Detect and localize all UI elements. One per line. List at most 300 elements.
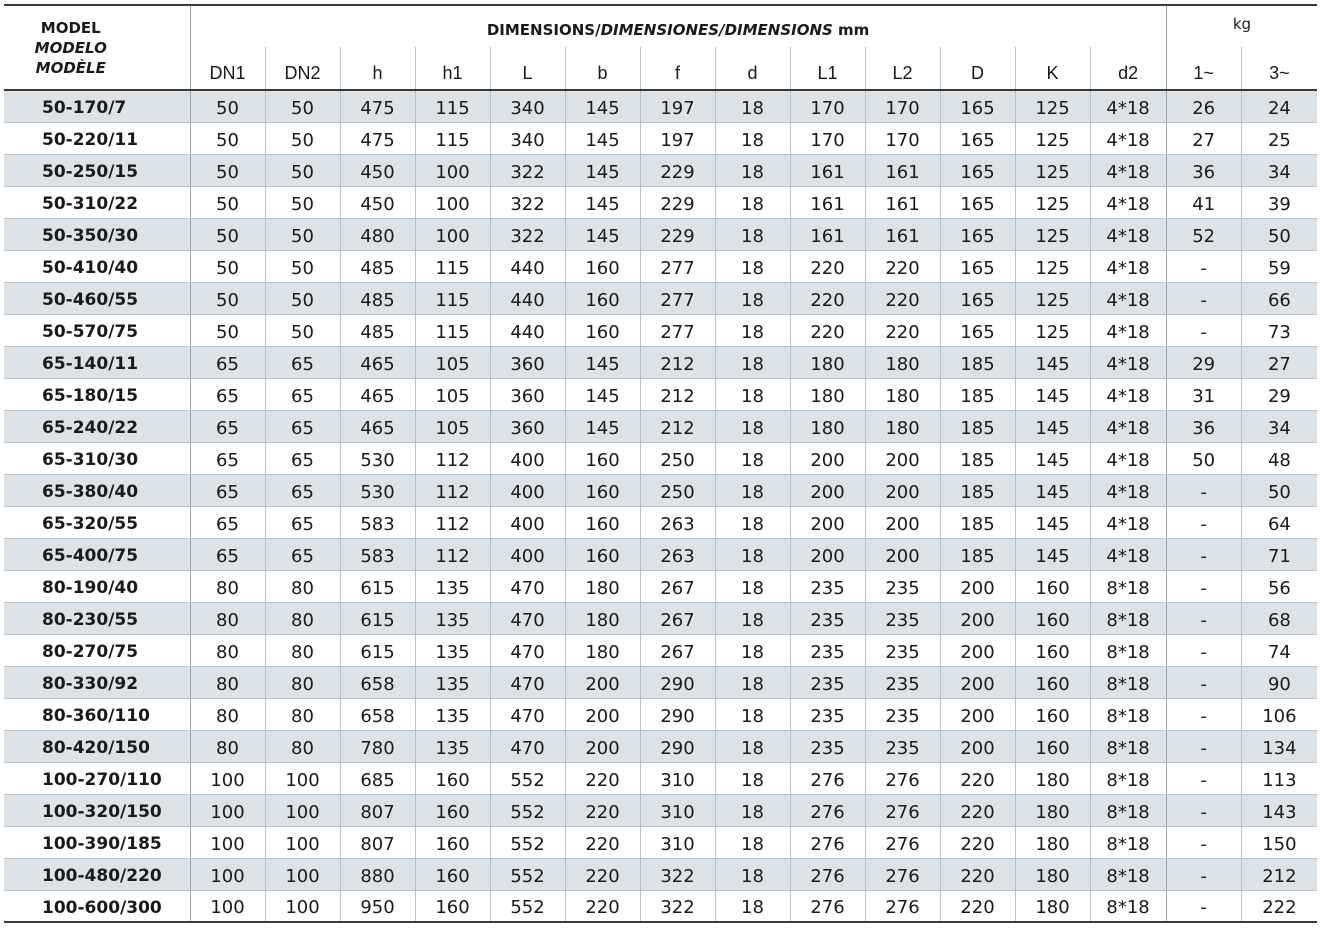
model-cell: 65-240/22 xyxy=(4,410,190,442)
table-cell: 18 xyxy=(715,762,790,794)
table-cell: 200 xyxy=(790,474,865,506)
table-cell: 65 xyxy=(265,346,340,378)
table-cell: 100 xyxy=(190,826,265,858)
model-header-fr: MODÈLE xyxy=(35,58,106,77)
table-cell: 200 xyxy=(565,730,640,762)
model-cell: 50-250/15 xyxy=(4,154,190,186)
model-cell: 80-360/110 xyxy=(4,698,190,730)
table-cell: 267 xyxy=(640,602,715,634)
table-cell: 80 xyxy=(265,634,340,666)
model-cell: 80-330/92 xyxy=(4,666,190,698)
table-cell: 18 xyxy=(715,666,790,698)
column-header: h xyxy=(340,47,415,90)
table-cell: 135 xyxy=(415,666,490,698)
table-cell: 18 xyxy=(715,90,790,122)
table-cell: 276 xyxy=(790,794,865,826)
table-cell: 322 xyxy=(640,858,715,890)
table-cell: 170 xyxy=(790,90,865,122)
table-cell: 145 xyxy=(1015,474,1090,506)
table-cell: 4*18 xyxy=(1090,474,1166,506)
table-cell: 200 xyxy=(940,634,1015,666)
table-cell: 135 xyxy=(415,570,490,602)
table-cell: 8*18 xyxy=(1090,794,1166,826)
table-cell: 50 xyxy=(190,250,265,282)
table-cell: - xyxy=(1166,730,1241,762)
model-cell: 50-460/55 xyxy=(4,282,190,314)
table-cell: 145 xyxy=(565,154,640,186)
table-cell: 100 xyxy=(190,890,265,922)
table-cell: 165 xyxy=(940,122,1015,154)
table-cell: 276 xyxy=(790,826,865,858)
table-cell: 220 xyxy=(865,314,940,346)
table-cell: 180 xyxy=(1015,890,1090,922)
table-cell: 450 xyxy=(340,186,415,218)
table-cell: 112 xyxy=(415,506,490,538)
dimensions-header-en: DIMENSIONS/ xyxy=(486,20,601,39)
table-cell: 65 xyxy=(190,346,265,378)
table-cell: 180 xyxy=(565,602,640,634)
table-cell: 125 xyxy=(1015,250,1090,282)
table-cell: 400 xyxy=(490,538,565,570)
table-cell: 50 xyxy=(265,282,340,314)
table-cell: 125 xyxy=(1015,186,1090,218)
column-header: f xyxy=(640,47,715,90)
table-cell: 100 xyxy=(415,218,490,250)
table-cell: 36 xyxy=(1166,410,1241,442)
table-cell: 180 xyxy=(565,634,640,666)
table-cell: 552 xyxy=(490,794,565,826)
table-cell: 235 xyxy=(790,602,865,634)
table-cell: 475 xyxy=(340,122,415,154)
model-cell: 100-270/110 xyxy=(4,762,190,794)
table-cell: 229 xyxy=(640,218,715,250)
table-cell: 34 xyxy=(1241,410,1317,442)
dimensions-header-fr: DIMENSIONS xyxy=(724,20,833,39)
table-cell: 112 xyxy=(415,538,490,570)
table-cell: 50 xyxy=(265,314,340,346)
table-cell: 50 xyxy=(1241,474,1317,506)
table-cell: 80 xyxy=(190,570,265,602)
table-cell: 125 xyxy=(1015,90,1090,122)
table-cell: 112 xyxy=(415,474,490,506)
table-cell: 50 xyxy=(265,218,340,250)
table-cell: 807 xyxy=(340,794,415,826)
table-cell: 100 xyxy=(415,186,490,218)
table-cell: 100 xyxy=(415,154,490,186)
table-cell: - xyxy=(1166,602,1241,634)
table-cell: 185 xyxy=(940,442,1015,474)
table-cell: 200 xyxy=(790,538,865,570)
table-cell: 105 xyxy=(415,378,490,410)
table-cell: 200 xyxy=(940,570,1015,602)
table-row xyxy=(4,154,1317,186)
table-cell: 50 xyxy=(190,282,265,314)
table-cell: 180 xyxy=(1015,858,1090,890)
column-header: d xyxy=(715,47,790,90)
table-cell: 160 xyxy=(565,442,640,474)
table-cell: 277 xyxy=(640,250,715,282)
table-cell: 220 xyxy=(940,762,1015,794)
table-cell: 615 xyxy=(340,570,415,602)
table-cell: 100 xyxy=(190,858,265,890)
table-cell: 65 xyxy=(265,506,340,538)
table-cell: 18 xyxy=(715,890,790,922)
table-cell: 8*18 xyxy=(1090,826,1166,858)
model-cell: 80-230/55 xyxy=(4,602,190,634)
table-cell: 80 xyxy=(265,602,340,634)
table-cell: 65 xyxy=(265,538,340,570)
table-cell: 180 xyxy=(790,346,865,378)
table-cell: 145 xyxy=(565,122,640,154)
table-cell: 4*18 xyxy=(1090,154,1166,186)
model-cell: 100-320/150 xyxy=(4,794,190,826)
table-cell: 235 xyxy=(790,666,865,698)
table-cell: 8*18 xyxy=(1090,858,1166,890)
table-cell: 8*18 xyxy=(1090,666,1166,698)
table-cell: 880 xyxy=(340,858,415,890)
table-cell: 18 xyxy=(715,218,790,250)
table-cell: 160 xyxy=(565,538,640,570)
table-cell: 276 xyxy=(865,890,940,922)
table-cell: 50 xyxy=(1166,442,1241,474)
table-cell: 65 xyxy=(265,442,340,474)
table-cell: 222 xyxy=(1241,890,1317,922)
table-row xyxy=(4,602,1317,634)
table-row xyxy=(4,410,1317,442)
table-cell: 440 xyxy=(490,282,565,314)
table-cell: 161 xyxy=(790,186,865,218)
table-cell: - xyxy=(1166,858,1241,890)
table-cell: 250 xyxy=(640,474,715,506)
table-cell: 552 xyxy=(490,826,565,858)
table-cell: 125 xyxy=(1015,314,1090,346)
dimensions-table xyxy=(4,4,1317,923)
column-header: L2 xyxy=(865,47,940,90)
table-row xyxy=(4,186,1317,218)
table-row xyxy=(4,90,1317,122)
table-cell: 310 xyxy=(640,762,715,794)
table-cell: 220 xyxy=(865,250,940,282)
table-cell: 160 xyxy=(1015,570,1090,602)
table-cell: 65 xyxy=(190,538,265,570)
table-cell: 552 xyxy=(490,762,565,794)
table-cell: 340 xyxy=(490,90,565,122)
model-cell: 65-400/75 xyxy=(4,538,190,570)
table-cell: 235 xyxy=(865,602,940,634)
table-cell: 220 xyxy=(940,794,1015,826)
table-cell: 160 xyxy=(1015,602,1090,634)
table-cell: 8*18 xyxy=(1090,698,1166,730)
table-cell: 145 xyxy=(565,378,640,410)
table-cell: 276 xyxy=(790,890,865,922)
table-cell: 145 xyxy=(1015,442,1090,474)
table-cell: - xyxy=(1166,634,1241,666)
table-cell: 165 xyxy=(940,90,1015,122)
table-cell: 39 xyxy=(1241,186,1317,218)
table-cell: 485 xyxy=(340,250,415,282)
model-cell: 100-390/185 xyxy=(4,826,190,858)
table-cell: 180 xyxy=(565,570,640,602)
table-cell: 780 xyxy=(340,730,415,762)
table-cell: 36 xyxy=(1166,154,1241,186)
table-cell: 197 xyxy=(640,122,715,154)
table-cell: 25 xyxy=(1241,122,1317,154)
table-cell: 24 xyxy=(1241,90,1317,122)
model-cell: 65-310/30 xyxy=(4,442,190,474)
table-cell: 161 xyxy=(865,186,940,218)
table-cell: 360 xyxy=(490,410,565,442)
table-cell: 115 xyxy=(415,282,490,314)
table-cell: 8*18 xyxy=(1090,890,1166,922)
table-cell: 26 xyxy=(1166,90,1241,122)
table-cell: 160 xyxy=(565,474,640,506)
table-cell: 65 xyxy=(190,378,265,410)
table-cell: 220 xyxy=(565,890,640,922)
table-cell: 31 xyxy=(1166,378,1241,410)
table-cell: 18 xyxy=(715,826,790,858)
table-cell: 125 xyxy=(1015,154,1090,186)
table-cell: 807 xyxy=(340,826,415,858)
table-cell: 180 xyxy=(1015,794,1090,826)
table-cell: 34 xyxy=(1241,154,1317,186)
table-cell: 200 xyxy=(865,506,940,538)
weight-header: kg xyxy=(1232,14,1252,33)
table-cell: 71 xyxy=(1241,538,1317,570)
table-row xyxy=(4,762,1317,794)
table-cell: 161 xyxy=(790,218,865,250)
table-cell: 470 xyxy=(490,666,565,698)
table-cell: 277 xyxy=(640,314,715,346)
table-cell: 125 xyxy=(1015,282,1090,314)
table-cell: 180 xyxy=(1015,826,1090,858)
table-cell: 165 xyxy=(940,218,1015,250)
table-cell: 160 xyxy=(565,314,640,346)
table-cell: 400 xyxy=(490,506,565,538)
model-cell: 65-180/15 xyxy=(4,378,190,410)
model-cell: 50-570/75 xyxy=(4,314,190,346)
table-row xyxy=(4,858,1317,890)
table-cell: 200 xyxy=(790,442,865,474)
table-cell: - xyxy=(1166,698,1241,730)
table-cell: 18 xyxy=(715,634,790,666)
model-header-en: MODEL xyxy=(40,18,101,37)
table-cell: 105 xyxy=(415,410,490,442)
table-cell: 200 xyxy=(865,538,940,570)
table-cell: 250 xyxy=(640,442,715,474)
table-cell: 135 xyxy=(415,698,490,730)
table-row xyxy=(4,378,1317,410)
table-cell: 4*18 xyxy=(1090,346,1166,378)
table-cell: 4*18 xyxy=(1090,538,1166,570)
table-header xyxy=(4,5,1317,90)
table-cell: 18 xyxy=(715,474,790,506)
table-cell: 658 xyxy=(340,698,415,730)
model-cell: 50-310/22 xyxy=(4,186,190,218)
table-cell: 80 xyxy=(265,730,340,762)
table-cell: 125 xyxy=(1015,218,1090,250)
table-cell: - xyxy=(1166,666,1241,698)
table-cell: 180 xyxy=(790,378,865,410)
table-cell: 145 xyxy=(1015,378,1090,410)
column-header: b xyxy=(565,47,640,90)
table-row xyxy=(4,666,1317,698)
table-cell: 4*18 xyxy=(1090,506,1166,538)
table-cell: 170 xyxy=(865,122,940,154)
table-cell: 322 xyxy=(490,154,565,186)
table-cell: 50 xyxy=(265,186,340,218)
table-cell: 200 xyxy=(940,666,1015,698)
table-cell: 150 xyxy=(1241,826,1317,858)
table-cell: 185 xyxy=(940,474,1015,506)
table-cell: 220 xyxy=(790,314,865,346)
table-cell: 65 xyxy=(265,378,340,410)
table-row xyxy=(4,250,1317,282)
table-cell: 18 xyxy=(715,730,790,762)
table-cell: - xyxy=(1166,826,1241,858)
table-cell: 160 xyxy=(415,762,490,794)
table-cell: 220 xyxy=(865,282,940,314)
table-cell: 220 xyxy=(940,858,1015,890)
table-cell: 27 xyxy=(1241,346,1317,378)
table-cell: 160 xyxy=(1015,730,1090,762)
table-cell: 50 xyxy=(190,314,265,346)
table-cell: 235 xyxy=(865,634,940,666)
table-cell: - xyxy=(1166,538,1241,570)
column-header: 3~ xyxy=(1269,62,1290,83)
table-cell: 267 xyxy=(640,570,715,602)
table-row xyxy=(4,698,1317,730)
dimensions-header-es: DIMENSIONES xyxy=(600,20,720,39)
table-cell: 18 xyxy=(715,538,790,570)
table-cell: 145 xyxy=(1015,538,1090,570)
table-cell: 180 xyxy=(790,410,865,442)
table-cell: 235 xyxy=(790,570,865,602)
table-cell: 50 xyxy=(190,154,265,186)
table-cell: 18 xyxy=(715,250,790,282)
column-header: K xyxy=(1015,47,1090,90)
table-cell: 229 xyxy=(640,186,715,218)
table-cell: 220 xyxy=(790,282,865,314)
table-cell: 4*18 xyxy=(1090,410,1166,442)
table-cell: 64 xyxy=(1241,506,1317,538)
model-cell: 65-320/55 xyxy=(4,506,190,538)
table-cell: 74 xyxy=(1241,634,1317,666)
table-row xyxy=(4,474,1317,506)
table-cell: 160 xyxy=(415,794,490,826)
table-cell: 106 xyxy=(1241,698,1317,730)
table-cell: 100 xyxy=(265,794,340,826)
table-cell: 160 xyxy=(415,826,490,858)
table-cell: 145 xyxy=(565,346,640,378)
table-cell: 485 xyxy=(340,314,415,346)
table-cell: 276 xyxy=(865,826,940,858)
table-cell: 145 xyxy=(1015,346,1090,378)
table-cell: 50 xyxy=(265,90,340,122)
table-cell: 212 xyxy=(640,346,715,378)
table-cell: 145 xyxy=(565,186,640,218)
table-cell: 465 xyxy=(340,346,415,378)
table-cell: 80 xyxy=(190,698,265,730)
table-cell: 115 xyxy=(415,90,490,122)
table-cell: 220 xyxy=(790,250,865,282)
table-cell: 160 xyxy=(415,890,490,922)
table-cell: 290 xyxy=(640,666,715,698)
table-cell: 220 xyxy=(565,794,640,826)
table-cell: 18 xyxy=(715,186,790,218)
table-cell: 50 xyxy=(265,250,340,282)
table-cell: 18 xyxy=(715,442,790,474)
column-header: L xyxy=(490,47,565,90)
table-cell: 165 xyxy=(940,250,1015,282)
model-cell: 50-220/11 xyxy=(4,122,190,154)
table-cell: 322 xyxy=(490,218,565,250)
table-cell: 552 xyxy=(490,858,565,890)
table-row xyxy=(4,730,1317,762)
column-header: 1~ xyxy=(1166,47,1241,90)
table-cell: 200 xyxy=(940,698,1015,730)
table-cell: 165 xyxy=(940,186,1015,218)
table-cell: 8*18 xyxy=(1090,634,1166,666)
table-row xyxy=(4,890,1317,922)
table-cell: 18 xyxy=(715,602,790,634)
table-cell: 200 xyxy=(790,506,865,538)
table-cell: 440 xyxy=(490,250,565,282)
table-cell: 135 xyxy=(415,634,490,666)
table-cell: 200 xyxy=(940,602,1015,634)
table-cell: 235 xyxy=(790,634,865,666)
table-cell: 4*18 xyxy=(1090,218,1166,250)
table-cell: 115 xyxy=(415,314,490,346)
table-cell: 160 xyxy=(1015,698,1090,730)
table-cell: 235 xyxy=(865,570,940,602)
table-cell: 8*18 xyxy=(1090,570,1166,602)
table-row xyxy=(4,794,1317,826)
table-cell: 18 xyxy=(715,794,790,826)
model-cell: 100-600/300 xyxy=(4,890,190,922)
table-cell: 276 xyxy=(865,762,940,794)
table-cell: 180 xyxy=(865,346,940,378)
column-header: DN1 xyxy=(190,47,265,90)
table-cell: 360 xyxy=(490,378,565,410)
column-header: D xyxy=(940,47,1015,90)
table-cell: 73 xyxy=(1241,314,1317,346)
dimensions-table-container xyxy=(4,4,1316,923)
table-cell: 100 xyxy=(265,890,340,922)
table-cell: 552 xyxy=(490,890,565,922)
table-cell: 450 xyxy=(340,154,415,186)
table-cell: 290 xyxy=(640,698,715,730)
table-cell: 29 xyxy=(1166,346,1241,378)
table-cell: 400 xyxy=(490,442,565,474)
table-cell: 50 xyxy=(265,122,340,154)
table-cell: 112 xyxy=(415,442,490,474)
column-header: h1 xyxy=(415,47,490,90)
table-cell: 50 xyxy=(265,154,340,186)
table-cell: 185 xyxy=(940,378,1015,410)
table-row xyxy=(4,314,1317,346)
table-cell: 276 xyxy=(790,762,865,794)
table-cell: 90 xyxy=(1241,666,1317,698)
table-cell: 80 xyxy=(265,666,340,698)
table-cell: 18 xyxy=(715,154,790,186)
table-cell: - xyxy=(1166,890,1241,922)
table-row xyxy=(4,122,1317,154)
table-cell: 50 xyxy=(1241,218,1317,250)
table-cell: 220 xyxy=(940,890,1015,922)
column-header-row xyxy=(4,47,1317,90)
table-cell: - xyxy=(1166,474,1241,506)
table-cell: 18 xyxy=(715,122,790,154)
